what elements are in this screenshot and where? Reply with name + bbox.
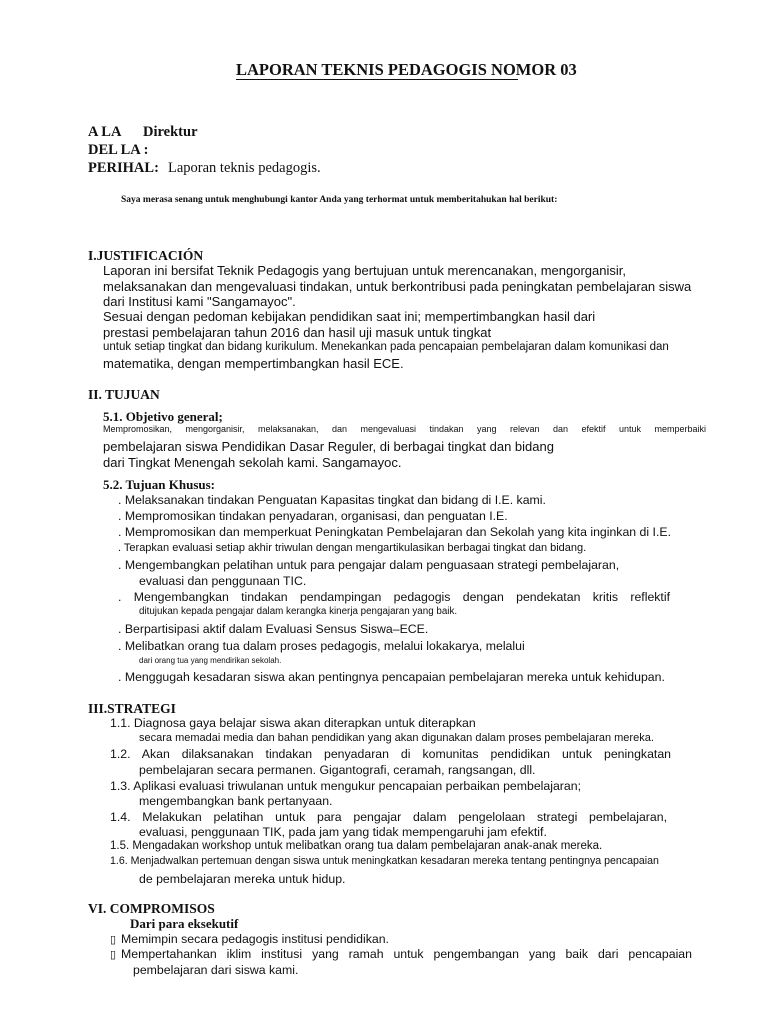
strategi-item: 1.3. Aplikasi evaluasi triwulanan untuk mengukur pencapaian perbaikan pembelajaran; bbox=[110, 779, 581, 793]
objetivo-general-line: Mempromosikan, mengorganisir, melaksanakan, dan mengevaluasi tindakan yang relevan dan efektif untuk memperbaiki bbox=[103, 424, 706, 434]
strategi-item: 1.2. Akan dilaksanakan tindakan penyadaran di komunitas pendidikan untuk peningkatan bbox=[110, 747, 671, 761]
tujuan-khusus-item: . Mengembangkan pelatihan untuk para pengajar dalam penguasaan strategi pembelajaran, bbox=[118, 558, 620, 572]
ala-value: Direktur bbox=[143, 124, 198, 140]
objetivo-general-line: dari Tingkat Menengah sekolah kami. Sangamayoc. bbox=[103, 455, 402, 470]
justificacion-line: Sesuai dengan pedoman kebijakan pendidikan saat ini; mempertimbangkan hasil dari bbox=[103, 309, 596, 324]
tujuan-khusus-item: . Terapkan evaluasi setiap akhir triwulan dengan mengartikulasikan berbagai tingkat dan bidang. bbox=[118, 542, 587, 554]
document-title: LAPORAN TEKNIS PEDAGOGIS NOMOR 03 bbox=[236, 60, 577, 79]
strategi-item-continuation: mengembangkan bank pertanyaan. bbox=[139, 794, 333, 808]
tujuan-khusus-item: . Melibatkan orang tua dalam proses pedagogis, melalui lokakarya, melalui bbox=[118, 639, 525, 653]
compromisos-subheading: Dari para eksekutif bbox=[130, 916, 239, 931]
justificacion-line: untuk setiap tingkat dan bidang kurikulum. Menekankan pada pencapaian pembelajaran dalam komunikasi dan bbox=[103, 341, 669, 353]
intro-line: Saya merasa senang untuk menghubungi kantor Anda yang terhormat untuk memberitahukan hal berikut: bbox=[121, 195, 558, 205]
justificacion-line: matematika, dengan mempertimbangkan hasil ECE. bbox=[103, 356, 404, 371]
tujuan-khusus-item: . Berpartisipasi aktif dalam Evaluasi Sensus Siswa–ECE. bbox=[118, 622, 429, 636]
tujuan-khusus-item: . Mempromosikan tindakan penyadaran, organisasi, dan penguatan I.E. bbox=[118, 509, 508, 523]
strategi-item-continuation: de pembelajaran mereka untuk hidup. bbox=[139, 872, 346, 886]
tujuan-khusus-item: . Mengembangkan tindakan pendampingan pedagogis dengan pendekatan kritis reflektif bbox=[118, 590, 670, 604]
tujuan-khusus-item: . Melaksanakan tindakan Penguatan Kapasitas tingkat dan bidang di I.E. kami. bbox=[118, 493, 546, 507]
tujuan-khusus-item: . Menggugah kesadaran siswa akan pentingnya pencapaian pembelajaran mereka untuk kehidupan. bbox=[118, 670, 665, 684]
justificacion-line: Laporan ini bersifat Teknik Pedagogis yang bertujuan untuk merencanakan, mengorganisir, bbox=[103, 263, 626, 278]
strategi-item: 1.1. Diagnosa gaya belajar siswa akan diterapkan untuk diterapkan bbox=[110, 716, 476, 730]
justificacion-heading: I.JUSTIFICACIÓN bbox=[88, 248, 204, 263]
strategi-item-continuation: secara memadai media dan bahan pendidikan yang akan digunakan dalam proses pembelajaran mereka. bbox=[139, 732, 654, 744]
compromisos-item-continuation: pembelajaran dari siswa kami. bbox=[133, 963, 299, 977]
objetivo-general-heading: 5.1. Objetivo general; bbox=[103, 409, 223, 424]
strategi-heading: III.STRATEGI bbox=[88, 701, 176, 716]
objetivo-general-line: pembelajaran siswa Pendidikan Dasar Reguler, di berbagai tingkat dan bidang bbox=[103, 439, 554, 454]
ala-label: A LA bbox=[88, 124, 122, 140]
checkbox-bullet-icon: ▯ bbox=[110, 949, 117, 961]
compromisos-heading: VI. COMPROMISOS bbox=[88, 901, 215, 916]
perihal-value: Laporan teknis pedagogis. bbox=[168, 160, 321, 176]
compromisos-item: Memimpin secara pedagogis institusi pendidikan. bbox=[121, 932, 389, 946]
strategi-item: 1.4. Melakukan pelatihan untuk para pengajar dalam pengelolaan strategi pembelajaran, bbox=[110, 810, 667, 824]
tujuan-khusus-item-continuation: dari orang tua yang mendirikan sekolah. bbox=[139, 656, 282, 665]
tujuan-khusus-item-continuation: ditujukan kepada pengajar dalam kerangka kinerja pengajaran yang baik. bbox=[139, 606, 458, 617]
strategi-item: 1.6. Menjadwalkan pertemuan dengan siswa untuk meningkatkan kesadaran mereka tentang pentingnya pencapaian bbox=[110, 855, 659, 867]
justificacion-line: prestasi pembelajaran tahun 2016 dan hasil uji masuk untuk tingkat bbox=[103, 325, 492, 340]
checkbox-bullet-icon: ▯ bbox=[110, 934, 117, 946]
strategi-item-continuation: pembelajaran secara permanen. Gigantografi, ceramah, rangsangan, dll. bbox=[139, 763, 536, 777]
title-underline bbox=[236, 79, 518, 80]
strategi-item-continuation: evaluasi, penggunaan TIK, pada jam yang tidak mempengaruhi jam efektif. bbox=[139, 825, 547, 839]
justificacion-line: dari Institusi kami "Sangamayoc". bbox=[103, 294, 296, 309]
perihal-label: PERIHAL: bbox=[88, 160, 159, 176]
tujuan-khusus-item-continuation: evaluasi dan penggunaan TIC. bbox=[139, 574, 307, 588]
tujuan-khusus-heading: 5.2. Tujuan Khusus: bbox=[103, 477, 216, 492]
strategi-item: 1.5. Mengadakan workshop untuk melibatkan orang tua dalam pembelajaran anak-anak mereka. bbox=[110, 840, 603, 852]
compromisos-item: Mempertahankan iklim institusi yang ramah untuk pengembangan yang baik dari pencapaian bbox=[121, 947, 692, 961]
justificacion-line: melaksanakan dan mengevaluasi tindakan, untuk berkontribusi pada peningkatan pembelajaran siswa bbox=[103, 279, 692, 294]
tujuan-khusus-item: . Mempromosikan dan memperkuat Peningkatan Pembelajaran dan Sekolah yang kita inginkan di I.E. bbox=[118, 525, 671, 539]
della-label: DEL LA : bbox=[88, 142, 149, 158]
tujuan-heading: II. TUJUAN bbox=[88, 387, 160, 402]
